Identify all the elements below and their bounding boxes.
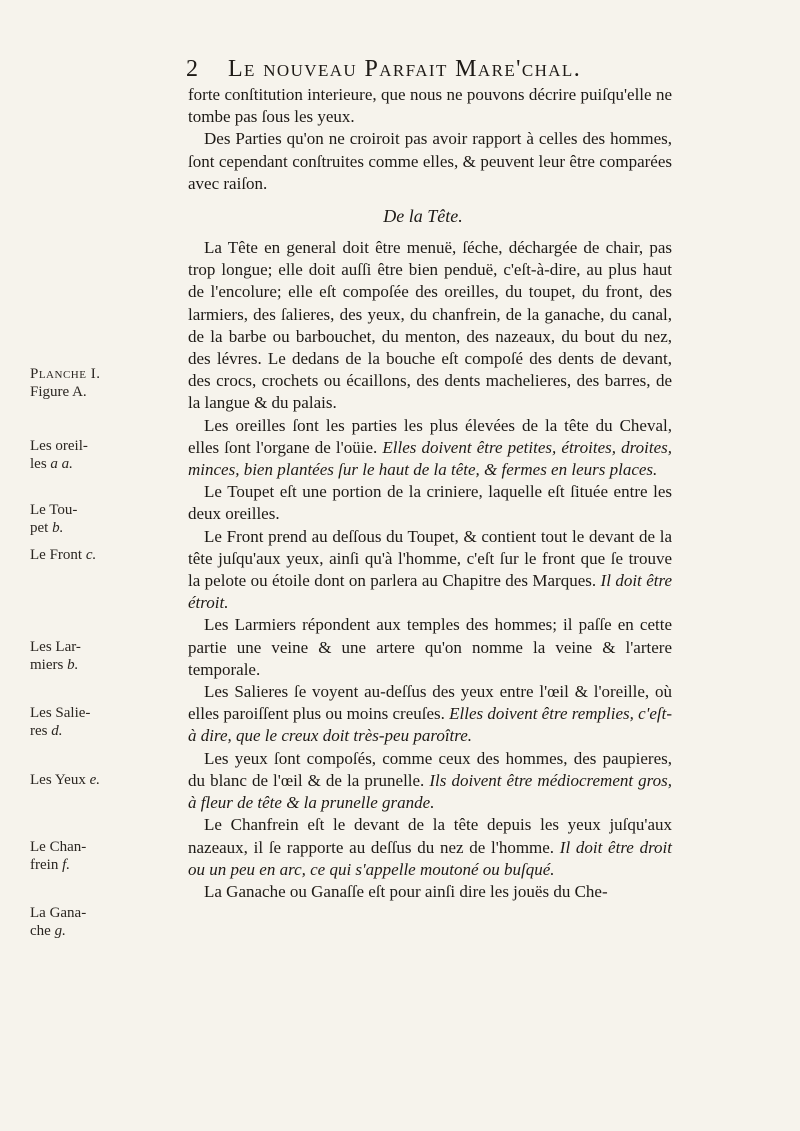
paragraph-italic-text: Elles doivent être petites, étroites, droites, minces, bien plantées ſur le haut de la tête, & fermes en leurs places. [188, 437, 672, 480]
paragraph: La Ganache ou Ganaſſe eſt pour ainſi dire les jouës du Che- [204, 881, 608, 901]
section-heading: De la Tête. [383, 206, 463, 227]
paragraph-italic-text: Il doit être droit ou un peu en arc, ce qui s'appelle moutoné ou buſqué. [188, 837, 672, 879]
running-title: Le nouveau Parfait Mare'chal. [228, 56, 582, 82]
paragraph: La Tête en general doit être menuë, ſéche, déchargée de chair, pas trop longue; elle doit auſſi être bien penduë, c'eſt-à-dire, au plus haut de l'encolure; elle eſt compoſée des oreilles, du toupet, du front, des larmiers, des ſalieres, des yeux, du chanfrein, de la ganache, du canal, de la barbe ou barbouchet, du menton, des nazeaux, du bout du nez, des lévres. Le dedans de la bouche eſt compoſé des dents de devant, des crocs, crochets ou écaillons, des dents machelieres, des barres, de la langue & du palais. [188, 238, 672, 413]
margin-note-oreilles [30, 438, 130, 473]
margin-note-line [30, 857, 130, 875]
paragraph-italic-text: Ils doivent être médiocrement gros, à fleur de tête & la prunelle grande. [188, 770, 673, 813]
main-text [188, 84, 672, 903]
paragraph: Des Parties qu'on ne croiroit pas avoir rapport à celles des hommes, ſont cependant conſtruites comme elles, & peuvent leur être comparées avec raiſon. [188, 129, 672, 193]
page-number: 2 [186, 56, 199, 82]
paragraph [188, 415, 672, 482]
margin-note-text: che [30, 922, 55, 939]
paragraph-text: Les oreilles ſont les parties les plus élevées de la tête du Cheval, elles ſont l'organe de l'oüie. [188, 415, 672, 457]
margin-note-front [30, 547, 130, 565]
margin-note-line: Les Lar- [30, 639, 81, 655]
margin-note-reference: d. [51, 722, 63, 739]
page-header [186, 56, 666, 86]
margin-note-text: Le Front [30, 547, 86, 563]
paragraph-italic-text: Il doit être étroit. [188, 571, 672, 613]
paragraph: Les Larmiers répondent aux temples des hommes; il paſſe en cette partie une veine & une artere qu'on nomme la veine & l'artere temporale. [188, 615, 672, 679]
margin-note-text: res [30, 722, 52, 739]
paragraph [188, 526, 672, 615]
margin-note-text: frein [30, 856, 63, 873]
margin-note-reference: b. [52, 519, 64, 536]
margin-note-line [30, 520, 130, 538]
margin-note-text: les [30, 455, 51, 472]
margin-note-ganache [30, 905, 130, 940]
paragraph: forte conſtitution interieure, que nous ne pouvons décrire puiſqu'elle ne tombe pas ſous les yeux. [188, 85, 672, 127]
paragraph-text: Le Front prend au deſſous du Toupet, & contient tout le devant de la tête juſqu'aux yeux, ainſi qu'à l'homme, c'eſt ſur le front que ſe trouve la pelote ou étoile dont on parlera au Chapitre des Marques. [188, 526, 672, 591]
margin-note-line: Les oreil- [30, 438, 88, 454]
margin-note-line [30, 456, 130, 474]
margin-note-chanfrein [30, 839, 130, 874]
margin-note-line: La Gana- [30, 905, 87, 921]
margin-note-reference: f. [62, 856, 70, 873]
margin-note-text: Les Yeux [30, 772, 90, 788]
paragraph-text: Le Chanfrein eſt le devant de la tête depuis les yeux juſqu'aux nazeaux, il ſe rapporte au deſſus du nez de l'homme. [188, 815, 672, 857]
paragraph-italic-text: Elles doivent être remplies, c'eſt-à dire, que le creux doit très-peu paroître. [188, 704, 672, 746]
margin-note-yeux [30, 772, 130, 790]
margin-note-line: Le Tou- [30, 502, 78, 518]
margin-note-reference: g. [54, 922, 66, 939]
margin-note-reference: a a. [50, 455, 73, 472]
paragraph: Le Toupet eſt une portion de la criniere, laquelle eſt ſituée entre les deux oreilles. [188, 482, 672, 524]
margin-note-toupet [30, 502, 130, 537]
margin-note-reference: e. [89, 772, 101, 788]
margin-note-larmiers [30, 639, 130, 674]
margin-note-line [30, 723, 130, 741]
margin-note-line: Le Chan- [30, 839, 87, 855]
margin-note-line: Planche I. [30, 366, 101, 382]
margin-note-line [30, 772, 130, 790]
paragraph [188, 748, 672, 815]
margin-note-line [30, 547, 130, 565]
margin-note-planche [30, 366, 130, 401]
paragraph [188, 814, 672, 881]
margin-note-salieres [30, 705, 130, 740]
paragraph [188, 681, 672, 748]
margin-note-line: Figure A. [30, 383, 87, 400]
margin-note-line [30, 923, 130, 941]
paragraph-text: Les Salieres ſe voyent au-deſſus des yeux entre l'œil & l'oreille, où elles paroiſſent plus ou moins creuſes. [188, 682, 672, 724]
margin-note-text: miers [30, 656, 68, 673]
margin-note-line: Les Salie- [30, 705, 91, 721]
paragraph-text: Les yeux ſont compoſés, comme ceux des hommes, des paupieres, du blanc de l'œil & de la prunelle. [188, 748, 672, 790]
margin-note-text: pet [30, 519, 53, 536]
margin-note-reference: c. [85, 547, 97, 563]
margin-note-line [30, 657, 130, 675]
margin-note-reference: b. [67, 656, 79, 673]
